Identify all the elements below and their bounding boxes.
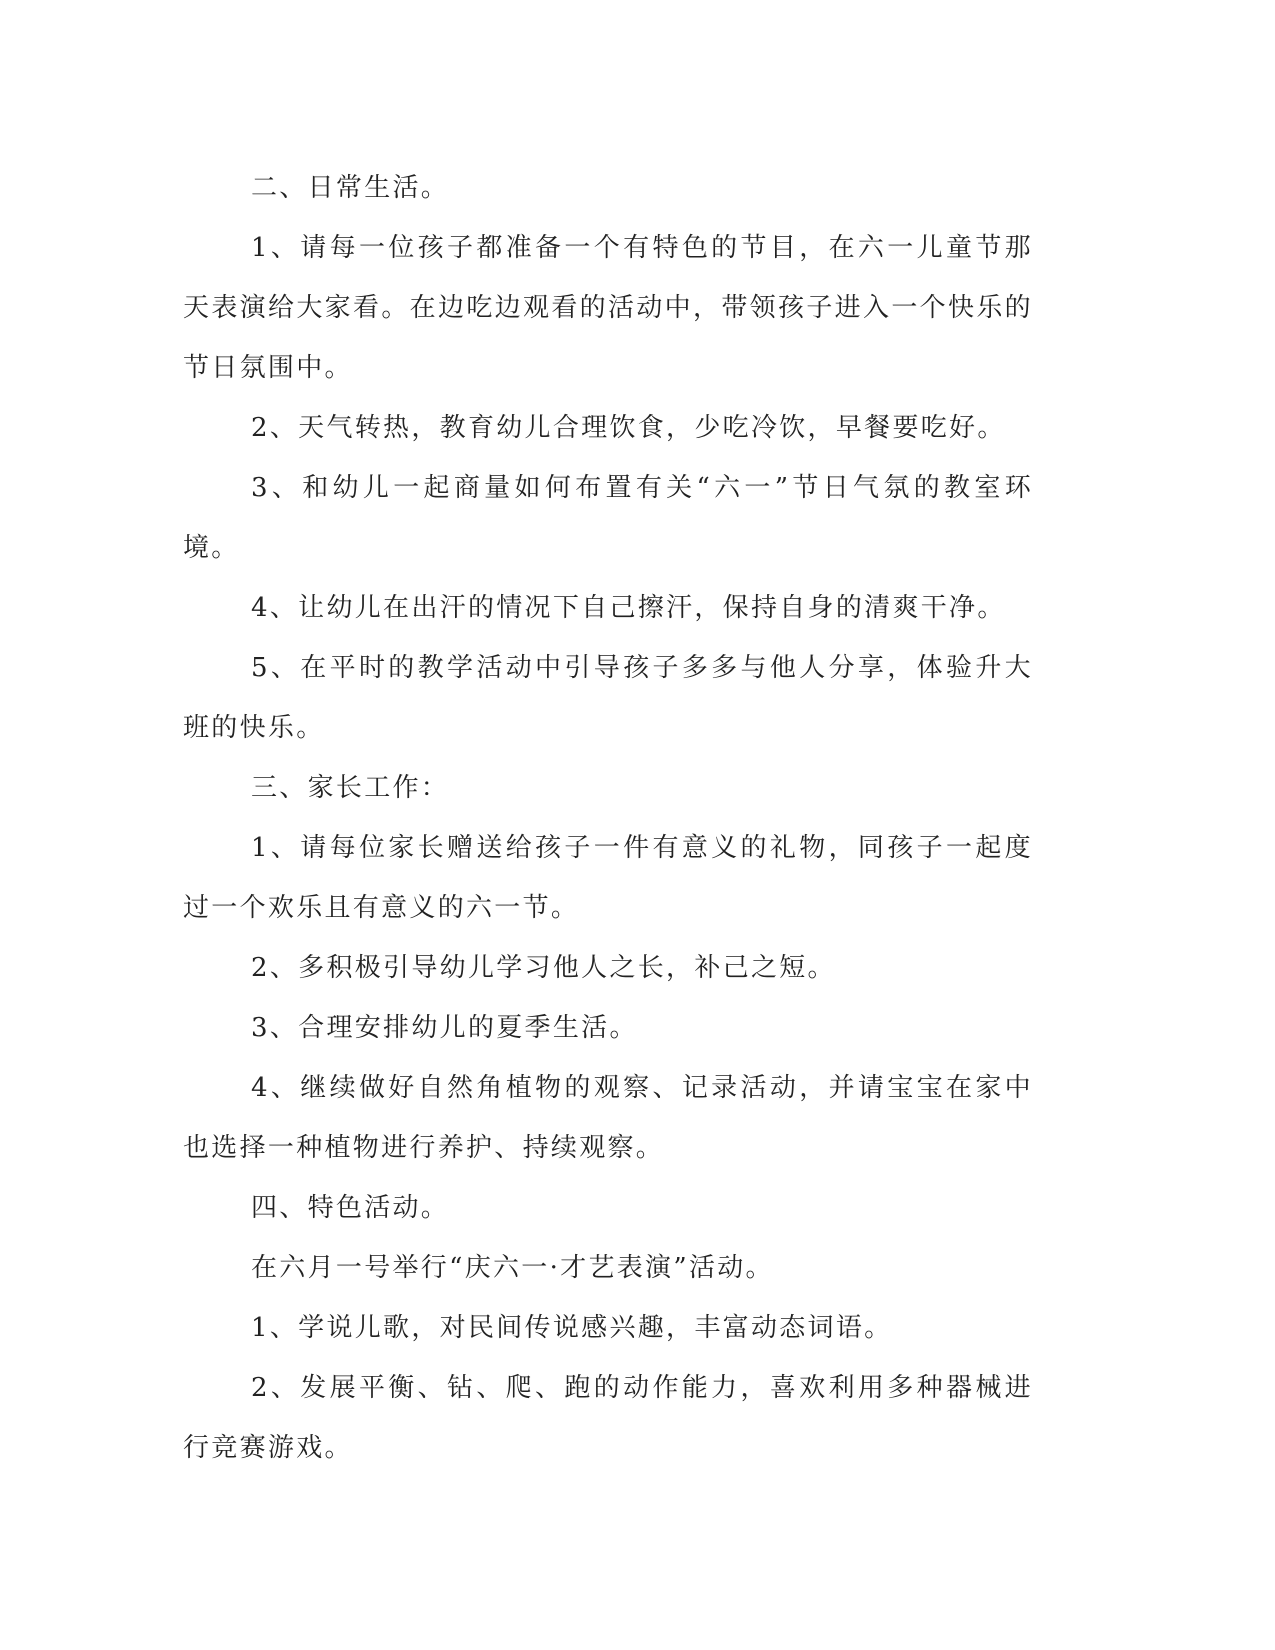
paragraph-item: 3、合理安排幼儿的夏季生活。: [251, 1013, 638, 1043]
document-body: [183, 158, 1033, 1478]
paragraph-item: 1、学说儿歌，对民间传说感兴趣，丰富动态词语。: [251, 1313, 893, 1343]
section-heading-parent-work: 三、家长工作：: [251, 773, 450, 803]
paragraph-item: 2、多积极引导幼儿学习他人之长，补己之短。: [251, 953, 836, 983]
paragraph-item: 4、让幼儿在出汗的情况下自己擦汗，保持自身的清爽干净。: [251, 593, 1006, 623]
paragraph-item: 1、请每一位孩子都准备一个有特色的节目，在六一儿童节那天表演给大家看。在边吃边观看的活动中，带领孩子进入一个快乐的节日氛围中。: [183, 233, 1033, 383]
paragraph-item: 5、在平时的教学活动中引导孩子多多与他人分享，体验升大班的快乐。: [183, 653, 1033, 743]
paragraph-item: 4、继续做好自然角植物的观察、记录活动，并请宝宝在家中也选择一种植物进行养护、持续观察。: [183, 1073, 1033, 1163]
paragraph-item: 2、发展平衡、钻、爬、跑的动作能力，喜欢利用多种器械进行竞赛游戏。: [183, 1373, 1033, 1463]
section-heading-daily-life: 二、日常生活。: [251, 173, 450, 203]
paragraph-item: 3、和幼儿一起商量如何布置有关“六一”节日气氛的教室环境。: [183, 473, 1033, 563]
paragraph-item: 1、请每位家长赠送给孩子一件有意义的礼物，同孩子一起度过一个欢乐且有意义的六一节。: [183, 833, 1033, 923]
paragraph-item: 2、天气转热，教育幼儿合理饮食，少吃冷饮，早餐要吃好。: [251, 413, 1006, 443]
paragraph-item: 在六月一号举行“庆六一·才艺表演”活动。: [251, 1253, 774, 1283]
section-heading-special-activities: 四、特色活动。: [251, 1193, 450, 1223]
